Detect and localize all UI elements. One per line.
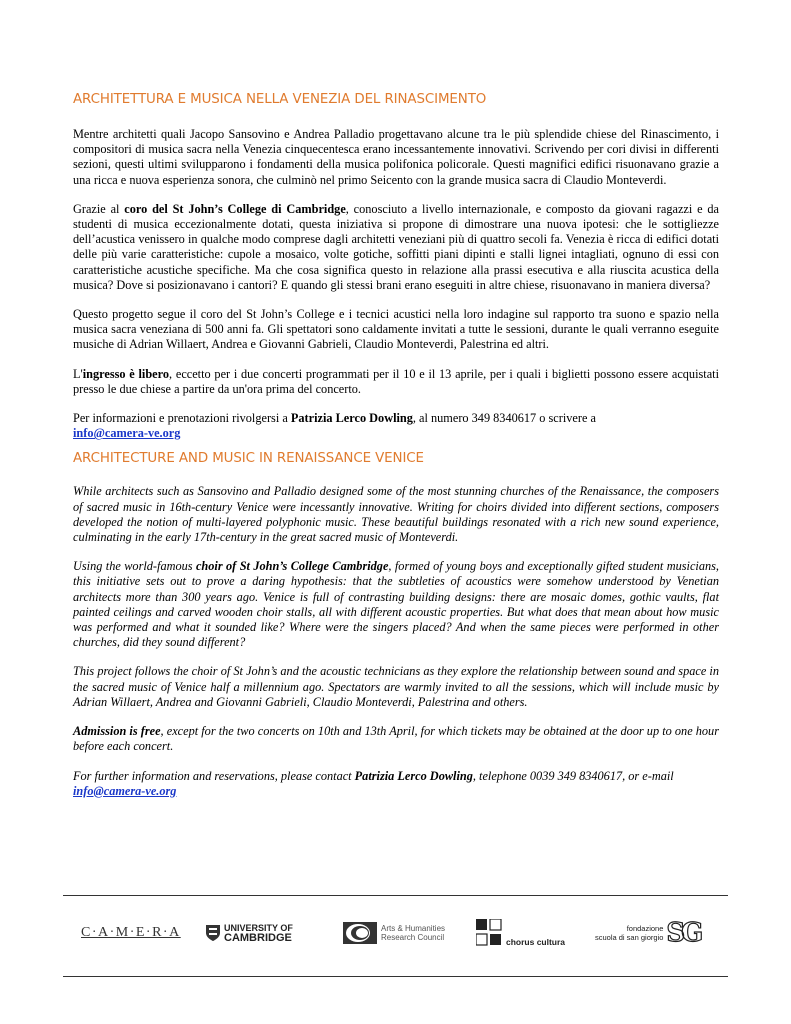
- cambridge-line-2: CAMBRIDGE: [224, 931, 292, 944]
- english-paragraph-2: [73, 559, 719, 650]
- sg-line-2: scuola di san giorgio: [595, 933, 664, 942]
- cambridge-line-1: UNIVERSITY OF: [224, 922, 293, 933]
- chorus-text: chorus cultura: [506, 937, 566, 947]
- cambridge-shield-icon: [205, 924, 221, 942]
- san-giorgio-logo: [595, 908, 699, 958]
- italian-p2-text-a: Grazie al: [73, 201, 125, 216]
- english-p4-free-bold: Admission is free: [73, 724, 161, 739]
- italian-paragraph-4: [73, 367, 719, 397]
- english-paragraph-4: [73, 724, 719, 754]
- english-p2-text-a: Using the world-famous: [73, 559, 196, 574]
- italian-p2-choir-bold: coro del St John’s College di Cambridge: [124, 201, 346, 216]
- english-p4-text-b: , except for the two concerts on 10th and 13th April, for which tickets may be obtained at the door up to one hour before each concert.: [73, 724, 719, 754]
- sg-line-1: fondazione: [626, 924, 664, 933]
- ahrc-line-2: Research Council: [381, 933, 445, 942]
- english-email-link[interactable]: info@camera-ve.org: [73, 783, 177, 798]
- chorus-cultura-logo: [476, 908, 565, 958]
- italian-paragraph-1: Mentre architetti quali Jacopo Sansovino e Andrea Palladio progettavano alcune tra le più splendide chiese del Rinascimento, i compositori di musica sacra nella Venezia cinquecentesca erano incessantemente innovativi. Scrivendo per cori divisi in differenti sezioni, questi ultimi svilupparono i fondamenti della musica polifonica policorale. Questi magnifici edifici risuonavano grazie a una ricca e nuova esperienza sonora, che culminò nel primo Seicento con la grande musica sacra di Claudio Monteverdi.: [73, 127, 719, 187]
- english-paragraph-3: This project follows the choir of St John’s and the acoustic technicians as they explore the relationship between sound and space in the sacred music of Venice half a millennium ago. Spectators are warmly invited to all the sessions, which will include music by Adrian Willaert, Andrea and Giovanni Gabrieli, Claudio Monteverdi, Palestrina and others.: [73, 664, 719, 709]
- italian-p2-text-b: , conosciuto a livello internazionale, e composto da giovani ragazzi e da studenti di musica eccezionalmente dotati, questa iniziativa si propone di dimostrare una nuova ipotesi: che le sottigliezze dell’acustica venissero in qualche modo comprese dagli architetti veneziani più di quattro secoli fa. Venezia è ricca di edifici dotati delle più varie caratteristiche: cupole a mosaico, volte gotiche, soffitti piani dipinti e stalli lignei intagliati, ognuno di essi con caratteristiche acustiche specifiche. Ma che cosa significa questo in relazione alla prassi esecutiva e alla riuscita acustica della musica? Dove si posizionavano i cantori? E quando gli stessi brani erano eseguiti in altre chiese, risuonavano in maniera diversa?: [73, 201, 719, 292]
- italian-p5-text-b: , al numero 349 8340617 o scrivere a: [412, 411, 596, 426]
- footer-top-rule: [63, 895, 728, 896]
- english-p2-choir-bold: choir of St John’s College Cambridge: [195, 559, 389, 574]
- italian-paragraph-2: [73, 202, 719, 293]
- sg-mark: SG: [666, 918, 700, 948]
- italian-heading: ARCHITETTURA E MUSICA NELLA VENEZIA DEL RINASCIMENTO: [73, 92, 487, 107]
- chorus-squares-icon: [476, 919, 502, 947]
- ahrc-logo: [343, 908, 445, 958]
- italian-paragraph-3: Questo progetto segue il coro del St John’s College e i tecnici acustici nella loro indagine sul rapporto tra suono e spazio nella musica sacra veneziana di 500 anni fa. Gli spettatori sono caldamente invitati a tutte le sessioni, durante le quali verranno eseguite musiche di Adrian Willaert, Andrea e Giovanni Gabrieli, Claudio Monteverdi, Palestrina ed altri.: [73, 307, 719, 352]
- english-p5-text-b: , telephone 0039 349 8340617, or e-mail: [472, 768, 674, 783]
- camera-logo: C·A·M·E·R·A: [81, 925, 181, 940]
- english-paragraph-5: [73, 769, 719, 799]
- italian-p4-free-bold: ingresso è libero: [82, 366, 170, 381]
- italian-email-link[interactable]: info@camera-ve.org: [73, 426, 181, 441]
- english-heading: ARCHITECTURE AND MUSIC IN RENAISSANCE VENICE: [73, 451, 424, 467]
- english-p5-text-a: For further information and reservations, please contact: [73, 768, 355, 783]
- english-p2-text-b: , formed of young boys and exceptionally gifted student musicians, this initiative sets out to prove a daring hypothesis: that the subtleties of acoustics were somehow understood by Venetian architects more than 300 years ago. Venice is full of contrasting building designs: there are mosaic domes, gothic vaults, flat painted ceilings and carved wooden choir stalls, all with different acoustic properties. But what does that mean about how music was performed and what it sounded like? Where were the singers placed? And when the same pieces were performed in other churches, did they sound different?: [73, 559, 719, 650]
- ahrc-line-1: Arts & Humanities: [381, 924, 446, 933]
- english-p5-contact-bold: Patrizia Lerco Dowling: [354, 768, 473, 783]
- italian-p5-contact-bold: Patrizia Lerco Dowling: [290, 411, 413, 426]
- english-paragraph-1: While architects such as Sansovino and Palladio designed some of the most stunning churches of the Renaissance, the composers of sacred music in 16th-century Venice were incessantly innovative. Writing for choirs divided into different sections, composers developed the notion of multi-layered polyphonic music. These beautiful buildings resonated with a rich new sound experience, culminating in the early 17th-century in the great sacred music of Monteverdi.: [73, 484, 719, 545]
- ahrc-mark-icon: [343, 922, 377, 944]
- footer-bottom-rule: [63, 976, 728, 977]
- cambridge-logo: [205, 908, 293, 958]
- italian-paragraph-5: [73, 411, 719, 441]
- italian-p4-text-a: L': [73, 366, 83, 381]
- italian-p5-text-a: Per informazioni e prenotazioni rivolgersi a: [73, 411, 291, 426]
- italian-p4-text-b: , eccetto per i due concerti programmati per il 10 e il 13 aprile, per i quali i biglietti possono essere acquistati presso le due chiese a partire da un'ora prima del concerto.: [73, 366, 719, 396]
- document-content: [73, 92, 719, 813]
- sponsor-logos: [63, 908, 728, 958]
